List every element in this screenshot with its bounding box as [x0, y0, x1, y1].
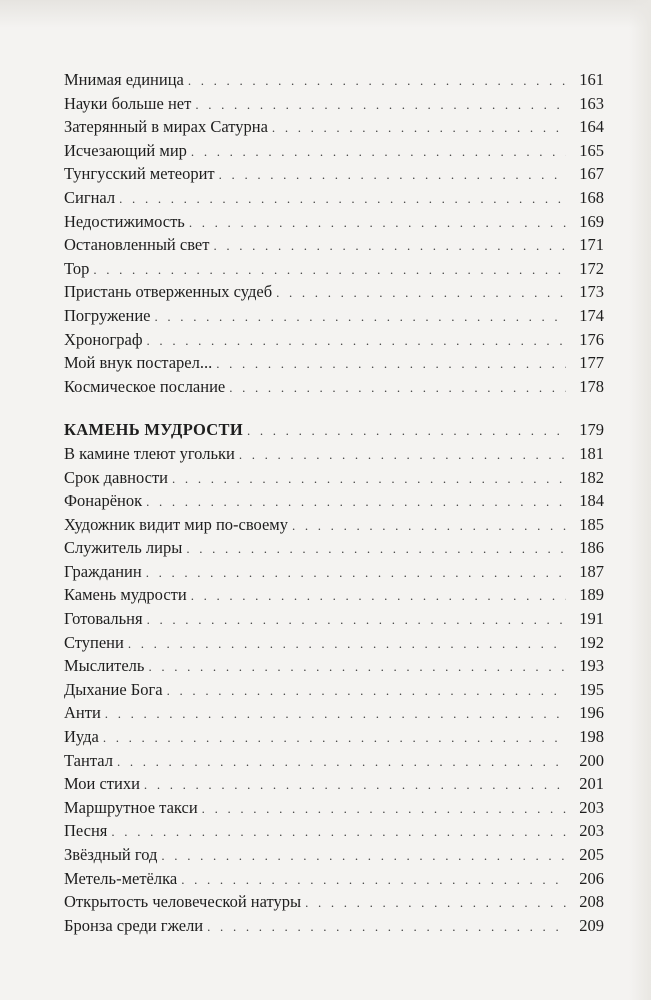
toc-entry-title: Анти	[64, 703, 101, 723]
toc-entry-page: 196	[579, 703, 604, 723]
toc-entry-title: Погружение	[64, 305, 151, 325]
toc-entry	[64, 257, 604, 281]
toc-entry	[64, 654, 604, 678]
toc-entry	[64, 890, 604, 914]
dot-leader	[117, 750, 566, 774]
toc-entry	[64, 210, 604, 234]
toc-entry-page: 195	[579, 679, 604, 699]
dot-leader	[128, 632, 566, 656]
toc-entry	[64, 583, 604, 607]
dot-leader	[207, 915, 566, 939]
toc-entry-page: 201	[579, 774, 604, 794]
toc-entry	[64, 351, 604, 375]
toc-entry-page: 184	[579, 491, 604, 511]
toc-entry	[64, 328, 604, 352]
dot-leader	[155, 305, 567, 329]
toc-entry	[64, 819, 604, 843]
toc-entry	[64, 725, 604, 749]
toc-entry-page: 187	[579, 561, 604, 581]
toc-entry-title: Служитель лиры	[64, 538, 183, 558]
toc-entry-title: Звёздный год	[64, 845, 158, 864]
dot-leader	[147, 608, 566, 632]
toc-entry-title: Пристань отверженных судеб	[64, 282, 273, 302]
page-right-shadow	[629, 0, 651, 1000]
toc-entry-page: 168	[579, 187, 604, 207]
toc-entry	[64, 513, 604, 537]
table-of-contents	[64, 68, 604, 937]
toc-section-page: 179	[579, 420, 604, 440]
toc-entry	[64, 843, 604, 867]
toc-entry	[64, 92, 604, 116]
dot-leader	[172, 467, 566, 491]
dot-leader	[119, 187, 566, 211]
toc-entry-title: Тунгусский метеорит	[64, 164, 215, 184]
toc-entry-page: 189	[579, 585, 604, 605]
toc-section-title: КАМЕНЬ МУДРОСТИ	[64, 420, 243, 440]
toc-entry	[64, 607, 604, 631]
toc-entry-title: Затерянный в мирах Сатурна	[64, 117, 268, 137]
toc-entry	[64, 115, 604, 139]
dot-leader	[186, 537, 566, 561]
dot-leader	[239, 443, 566, 467]
toc-entry	[64, 233, 604, 257]
toc-section-heading	[64, 418, 604, 442]
dot-leader	[93, 258, 566, 282]
dot-leader	[188, 69, 566, 93]
toc-entry-title: Готовальня	[64, 609, 143, 629]
toc-entry-title: Ступени	[64, 632, 124, 652]
toc-entry-title: Бронза среди гжели	[64, 915, 204, 935]
toc-entry	[64, 375, 604, 399]
toc-entry-title: Исчезающий мир	[64, 140, 187, 160]
dot-leader	[195, 93, 566, 117]
toc-entry-title: Иуда	[64, 727, 99, 747]
dot-leader	[147, 329, 566, 353]
toc-entry-title: Маршрутное такси	[64, 797, 198, 817]
toc-entry	[64, 466, 604, 490]
toc-entry-page: 176	[579, 329, 604, 349]
toc-entry-page: 192	[579, 632, 604, 652]
dot-leader	[219, 163, 566, 187]
toc-entry-page: 172	[579, 258, 604, 278]
dot-leader	[276, 281, 566, 305]
toc-entry	[64, 280, 604, 304]
dot-leader	[144, 773, 566, 797]
dot-leader	[181, 868, 566, 892]
toc-entry	[64, 678, 604, 702]
toc-entry-title: Песня	[64, 821, 108, 841]
toc-entry-page: 169	[579, 211, 604, 231]
toc-entry-page: 177	[579, 353, 604, 373]
dot-leader	[191, 584, 566, 608]
toc-entry	[64, 442, 604, 466]
toc-entry-title: Остановленный свет	[64, 235, 210, 255]
dot-leader	[161, 844, 566, 868]
toc-entry-title: Художник видит мир по-своему	[64, 514, 288, 534]
dot-leader	[191, 140, 566, 164]
toc-entry-title: Открытость человеческой натуры	[64, 892, 302, 912]
toc-entry-page: 193	[579, 656, 604, 676]
toc-entry-page: 163	[579, 93, 604, 113]
toc-entry	[64, 701, 604, 725]
dot-leader	[148, 655, 566, 679]
toc-entry	[64, 162, 604, 186]
dot-leader	[111, 820, 566, 844]
toc-entry-page: 200	[579, 750, 604, 770]
toc-entry-page: 182	[579, 467, 604, 487]
toc-entry-title: Гражданин	[64, 561, 142, 581]
toc-entry-title: Фонарёнок	[64, 491, 143, 511]
toc-entry-page: 208	[579, 892, 604, 912]
toc-entry	[64, 536, 604, 560]
toc-entry	[64, 186, 604, 210]
toc-entry	[64, 68, 604, 92]
toc-entry-page: 167	[579, 164, 604, 184]
toc-entry-page: 171	[579, 235, 604, 255]
toc-entry-title: Науки больше нет	[64, 93, 192, 113]
dot-leader	[146, 490, 566, 514]
toc-entry-page: 203	[579, 821, 604, 841]
toc-entry-title: Мнимая единица	[64, 70, 184, 89]
toc-entry-title: Срок давности	[64, 467, 169, 487]
toc-entry-page: 205	[579, 845, 604, 864]
toc-entry	[64, 772, 604, 796]
dot-leader	[305, 891, 566, 915]
dot-leader	[202, 797, 566, 821]
dot-leader	[229, 376, 566, 400]
toc-entry-page: 165	[579, 140, 604, 160]
toc-entry-title: Мой внук постарел...	[64, 353, 213, 373]
toc-entry	[64, 304, 604, 328]
toc-entry-page: 203	[579, 797, 604, 817]
dot-leader	[167, 679, 566, 703]
toc-entry-title: Мои стихи	[64, 774, 140, 794]
dot-leader	[105, 702, 566, 726]
toc-entry-title: Мыслитель	[64, 656, 145, 676]
toc-entry	[64, 796, 604, 820]
toc-entry-title: Хронограф	[64, 329, 143, 349]
dot-leader	[272, 116, 566, 140]
toc-entry-page: 191	[579, 609, 604, 629]
toc-entry-page: 186	[579, 538, 604, 558]
toc-entry-page: 198	[579, 727, 604, 747]
dot-leader	[292, 514, 566, 538]
toc-entry-page: 173	[579, 282, 604, 302]
dot-leader	[146, 561, 566, 585]
toc-entry-title: Тор	[64, 258, 90, 278]
toc-entry-title: В камине тлеют угольки	[64, 443, 235, 463]
toc-entry	[64, 867, 604, 891]
toc-entry	[64, 560, 604, 584]
toc-entry-title: Сигнал	[64, 187, 116, 207]
toc-entry	[64, 489, 604, 513]
toc-entry-title: Недостижимость	[64, 211, 185, 231]
toc-entry-page: 206	[579, 868, 604, 888]
dot-leader	[189, 211, 566, 235]
toc-entry-title: Метель-метёлка	[64, 868, 178, 888]
dot-leader	[216, 352, 566, 376]
dot-leader	[247, 419, 566, 443]
toc-entry-page: 174	[579, 305, 604, 325]
toc-entry	[64, 749, 604, 773]
toc-entry-title: Космическое послание	[64, 376, 226, 396]
toc-entry-page: 209	[579, 915, 604, 935]
toc-entry	[64, 139, 604, 163]
toc-entry	[64, 631, 604, 655]
toc-entry-page: 164	[579, 117, 604, 137]
toc-entry-title: Дыхание Бога	[64, 679, 163, 699]
toc-entry-page: 178	[579, 376, 604, 396]
toc-entry-title: Камень мудрости	[64, 585, 187, 605]
toc-entry-page: 181	[579, 443, 604, 463]
toc-entry-page: 185	[579, 514, 604, 534]
dot-leader	[103, 726, 566, 750]
toc-entry	[64, 914, 604, 938]
toc-entry-title: Тантал	[64, 750, 113, 770]
dot-leader	[213, 234, 566, 258]
toc-entry-page: 161	[579, 70, 604, 89]
page-top-shadow	[0, 0, 651, 28]
